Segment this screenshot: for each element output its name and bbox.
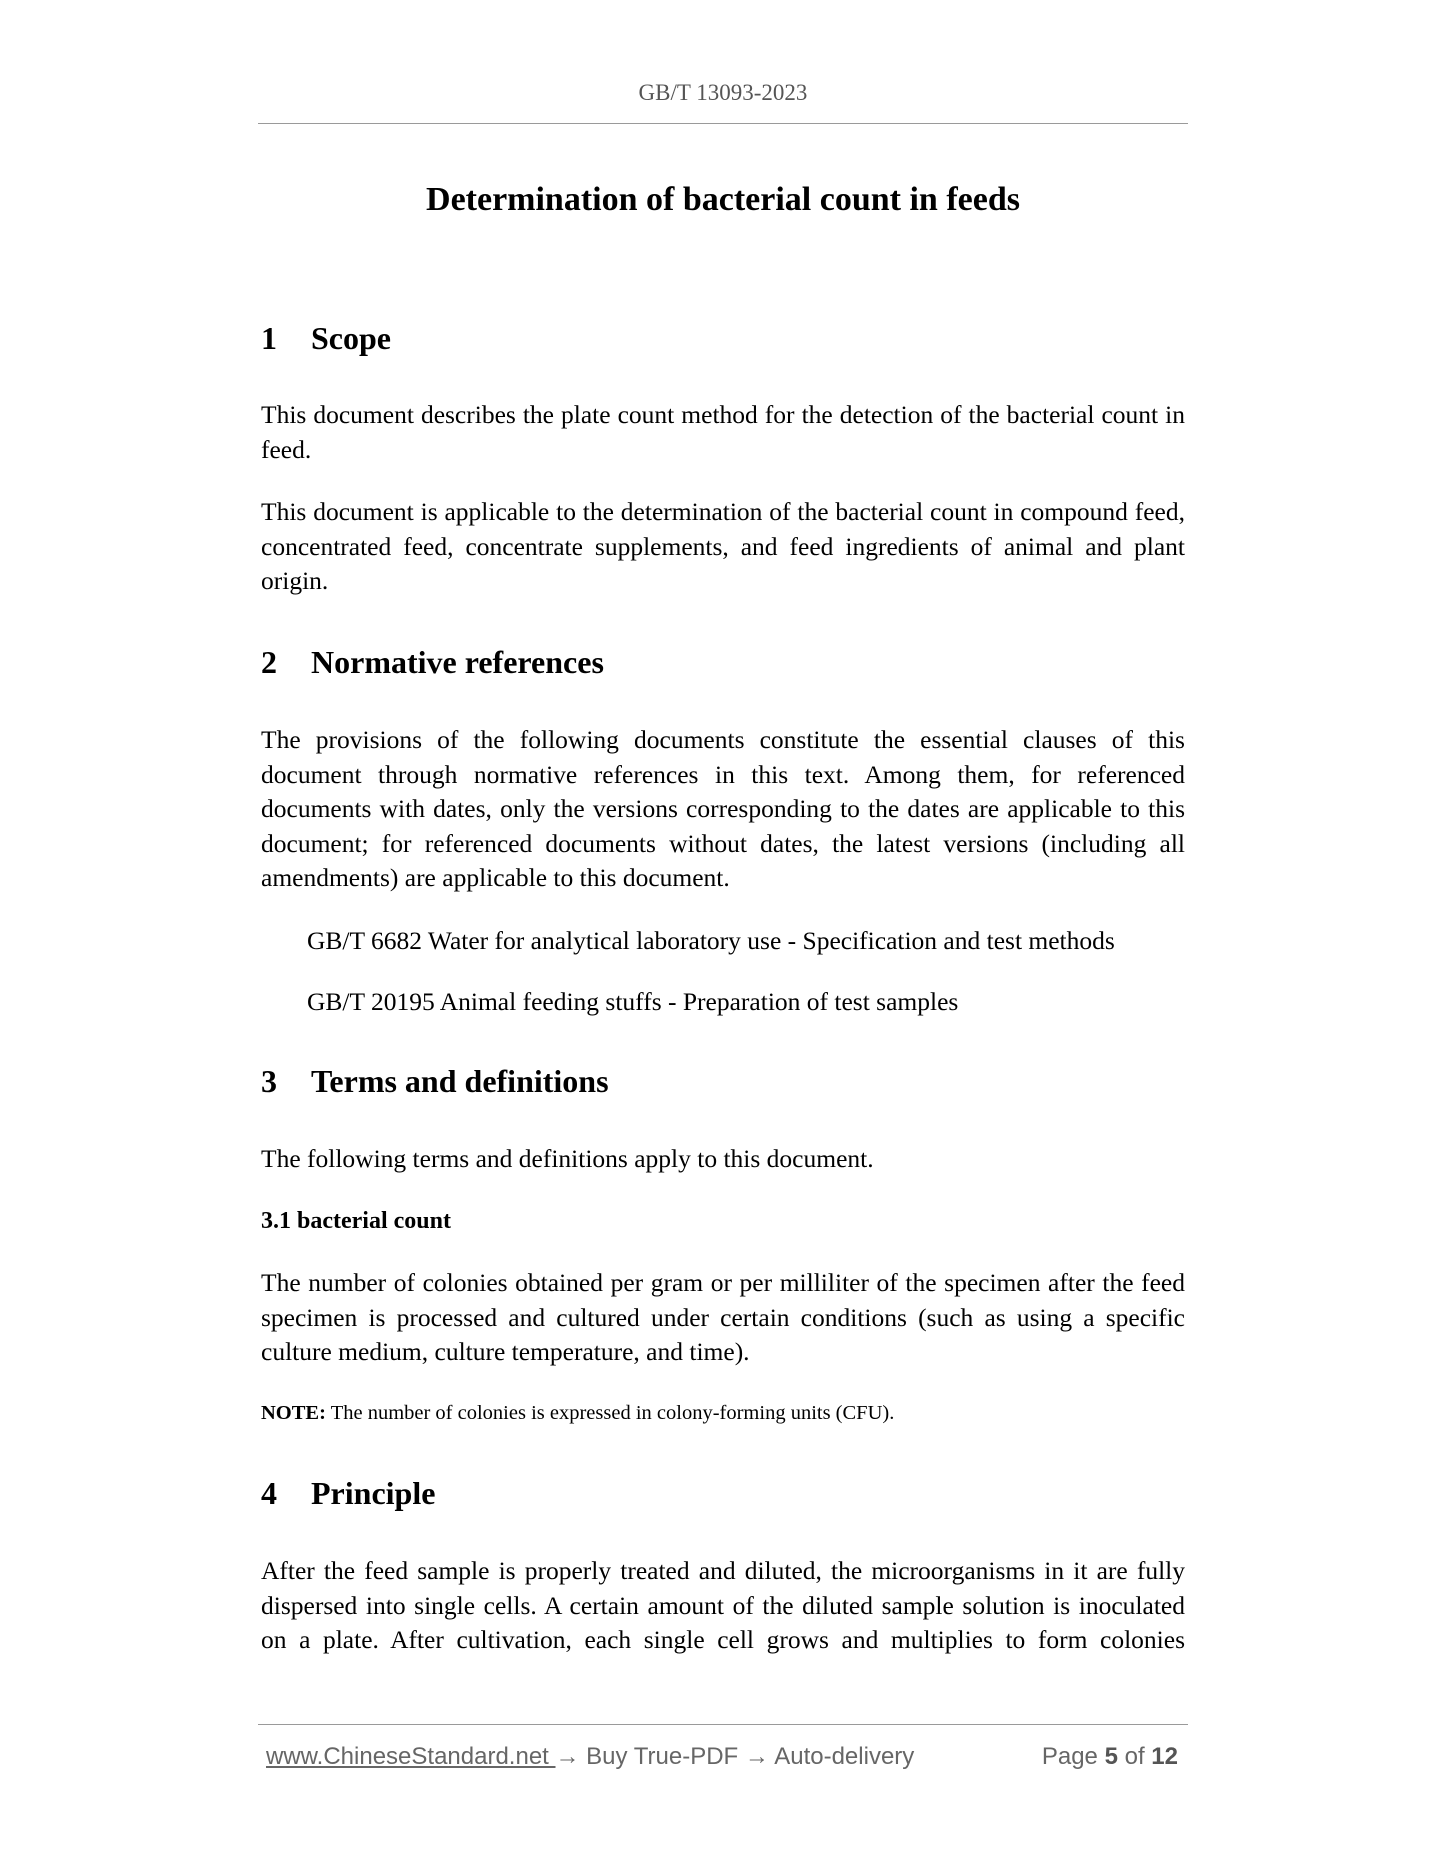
principle-paragraph: After the feed sample is properly treated and diluted, the microorganisms in it are fully dispersed into single cells. A certain amount of the diluted sample solution is inoculated on a plate. After cultivation, each single cell grows and multiplies to form colonies bbox=[261, 1556, 1185, 1654]
section-title: Scope bbox=[311, 320, 391, 356]
section-title: Terms and definitions bbox=[311, 1063, 609, 1099]
section-number: 1 bbox=[261, 320, 277, 356]
reference-item: GB/T 6682 Water for analytical laboratory use - Specification and test methods bbox=[307, 926, 1115, 955]
header-standard-code: GB/T 13093-2023 bbox=[638, 80, 808, 105]
terms-paragraph: The following terms and definitions apply to this document. bbox=[261, 1144, 874, 1173]
footer bbox=[266, 1740, 1188, 1774]
section-number: 2 bbox=[261, 644, 277, 680]
note-label: NOTE: bbox=[261, 1402, 326, 1424]
term-definition: The number of colonies obtained per gram or per milliliter of the specimen after the feed specimen is processed and cultured under certain conditions (such as using a specific culture medium, culture temperature, and time). bbox=[261, 1268, 1185, 1366]
page-total: 12 bbox=[1151, 1743, 1178, 1770]
scope-paragraph-1: This document describes the plate count method for the detection of the bacterial count in feed. bbox=[261, 400, 1185, 464]
page-indicator bbox=[1042, 1740, 1178, 1774]
footer-divider bbox=[258, 1724, 1188, 1725]
section-heading-principle bbox=[261, 1473, 435, 1513]
section-heading-normative-references bbox=[261, 642, 604, 682]
section-title: Principle bbox=[311, 1475, 436, 1511]
term-heading: 3.1 bacterial count bbox=[261, 1208, 451, 1234]
document-title: Determination of bacterial count in feeds bbox=[426, 181, 1020, 218]
section-heading-scope bbox=[261, 318, 391, 358]
note-text: The number of colonies is expressed in colony-forming units (CFU). bbox=[325, 1402, 895, 1424]
page-current: 5 bbox=[1104, 1743, 1118, 1770]
page-label: Page bbox=[1041, 1743, 1098, 1770]
section-title: Normative references bbox=[311, 644, 604, 680]
scope-paragraph-2: This document is applicable to the determination of the bacterial count in compound feed, concentrated feed, concentrate supplements, and feed ingredients of animal and plant origin. bbox=[261, 497, 1185, 595]
header-divider bbox=[258, 123, 1188, 124]
section-heading-terms bbox=[261, 1061, 609, 1101]
section-number: 3 bbox=[261, 1063, 277, 1099]
note bbox=[261, 1399, 894, 1427]
footer-tagline: → Buy True-PDF → Auto-delivery bbox=[555, 1743, 915, 1770]
normative-references-paragraph: The provisions of the following documents constitute the essential clauses of this document through normative references in this text. Among them, for referenced documents with dates, only the versions corresponding to the dates are applicable to this document; for referenced documents without dates, the latest versions (including all amendments) are applicable to this document. bbox=[261, 725, 1185, 892]
page-of: of bbox=[1124, 1743, 1145, 1770]
reference-item: GB/T 20195 Animal feeding stuffs - Preparation of test samples bbox=[307, 987, 959, 1016]
footer-website-link[interactable]: www.ChineseStandard.net bbox=[266, 1743, 556, 1770]
section-number: 4 bbox=[261, 1475, 277, 1511]
